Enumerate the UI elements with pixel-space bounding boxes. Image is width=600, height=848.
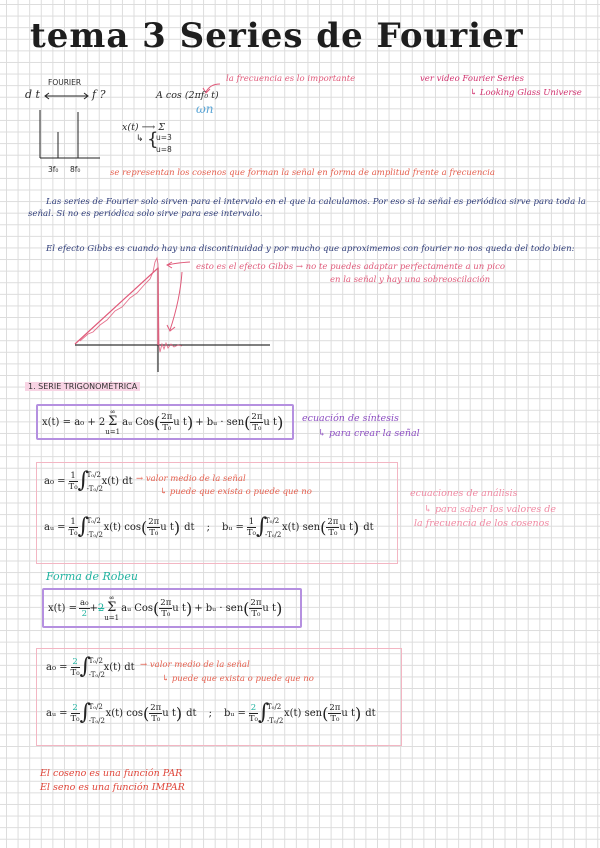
cosine-parity-note: El coseno es una función PAR <box>40 768 183 779</box>
gibbs-chart <box>75 258 270 372</box>
synthesis-note-purpose: ↳ para crear la señal <box>318 428 420 439</box>
robeu-au-bu-equations: aᵤ = $\frac{2}{\text{T₀}}$ ∫ T₀/2 -T₀/2 x(t) cos ( $\frac{2\pi}{\text{T₀}}$ u t ) dt ; bᵤ = $\frac{2}{\text{T₀}}$ ∫ T₀/2 -T₀/2 x(t) sen ( $\frac{2\pi}{\text{T₀}}$ u t ) dt <box>46 700 376 725</box>
tick-label-3f0: 3f₀ <box>48 165 59 174</box>
wn-label: ωn <box>196 102 214 116</box>
analysis-note-purpose: ↳ para saber los valores de <box>424 504 556 515</box>
synthesis-lhs: x(t) = a₀ + 2 <box>42 416 106 428</box>
robeu-synthesis-equation: x(t) = $\frac{\text{a₀}}{2}$ + 2 ∞ Σ u=1 aᵤ Cos ( $\frac{2\pi}{\text{T₀}}$ u t ) + bᵤ · sen ( $\frac{2\pi}{\text{T₀}}$ u t ) <box>42 588 302 628</box>
spectrum-plot <box>40 110 100 158</box>
frequency-note: la frecuencia es lo importante <box>226 74 356 84</box>
a0-equation: a₀ = $\frac{1}{\text{T₀}}$ ∫ T₀/2 -T₀/2 x(t) dt <box>44 468 133 493</box>
fourier-label: FOURIER <box>48 78 82 87</box>
u3-label: u=3 <box>156 133 172 142</box>
double-arrow-icon <box>45 93 88 99</box>
tick-label-8f0: 8f₀ <box>70 165 81 174</box>
paragraph-gibbs: El efecto Gibbs es cuando hay una discontinuidad y por mucho que aproximemos con fourier no nos queda del todo bien: <box>46 244 575 254</box>
brace-icon: { <box>147 129 159 150</box>
a0-note: → valor medio de la señal <box>136 474 246 484</box>
synthesis-sin: + bᵤ · sen <box>195 416 245 428</box>
robeu-a0-note: → valor medio de la señal <box>140 660 250 670</box>
section-heading: 1. SERIE TRIGONOMÉTRICA <box>25 382 140 391</box>
gibbs-note-cont: en la señal y hay una sobreoscilación <box>330 275 491 285</box>
analysis-note-cont: la frecuencia de los cosenos <box>414 518 550 529</box>
axis-right-label: f ? <box>92 88 106 101</box>
paragraph-intervals: Las series de Fourier solo sirven para el intervalo en el que la calculamos. Por eso si la señal es periódica sirve para toda la señal. Si no es periódica solo sirve para ese intervalo. <box>28 197 586 219</box>
robeu-a0-equation: a₀ = $\frac{2}{\text{T₀}}$ ∫ T₀/2 -T₀/2 x(t) dt <box>46 654 135 679</box>
branch-icon: ↳ <box>136 134 144 144</box>
xt-sum-label: x(t) ⟶ Σ <box>122 122 165 133</box>
represent-note: se representan los cosenos que forman la señal en forma de amplitud frente a frecuencia <box>110 168 495 178</box>
video-note-source: ↳ Looking Glass Universe <box>470 88 582 98</box>
sine-parity-note: El seno es una función IMPAR <box>40 782 185 793</box>
integral-icon: ∫ T₀/2 -T₀/2 <box>77 468 104 493</box>
synthesis-cos: aᵤ Cos <box>122 416 155 428</box>
u8-label: u=8 <box>156 145 172 154</box>
a0-note-exists: ↳ puede que exista o puede que no <box>160 487 312 497</box>
video-note: ver video Fourier Series <box>420 74 525 84</box>
synthesis-note: ecuación de síntesis <box>302 413 399 424</box>
acos-formula: A cos (2πf₀ t) <box>156 90 219 101</box>
axis-left-label: d t <box>25 88 40 101</box>
page-title: tema 3 Series de Fourier <box>30 16 524 56</box>
au-bu-equations: aᵤ = $\frac{1}{\text{T₀}}$ ∫ T₀/2 -T₀/2 x(t) cos ( $\frac{2\pi}{\text{T₀}}$ u t ) dt ; bᵤ = $\frac{1}{\text{T₀}}$ ∫ T₀/2 -T₀/2 x(t) sen ( $\frac{2\pi}{\text{T₀}}$ u t ) dt <box>44 514 374 539</box>
forma-heading: Forma de Robeu <box>46 570 138 583</box>
sum-icon: ∞ Σ u=1 <box>105 408 121 436</box>
robeu-a0-note-exists: ↳ puede que exista o puede que no <box>162 674 314 684</box>
analysis-note: ecuaciones de análisis <box>410 488 518 499</box>
gibbs-note: esto es el efecto Gibbs → no te puedes adaptar perfectamente a un pico <box>196 262 505 272</box>
synthesis-equation: x(t) = a₀ + 2 ∞ Σ u=1 aᵤ Cos ( $\frac{2\pi}{\text{T₀}}$ u t ) + bᵤ · sen ( $\frac{2\pi}{\text{T₀}}$ u t ) <box>36 404 294 440</box>
